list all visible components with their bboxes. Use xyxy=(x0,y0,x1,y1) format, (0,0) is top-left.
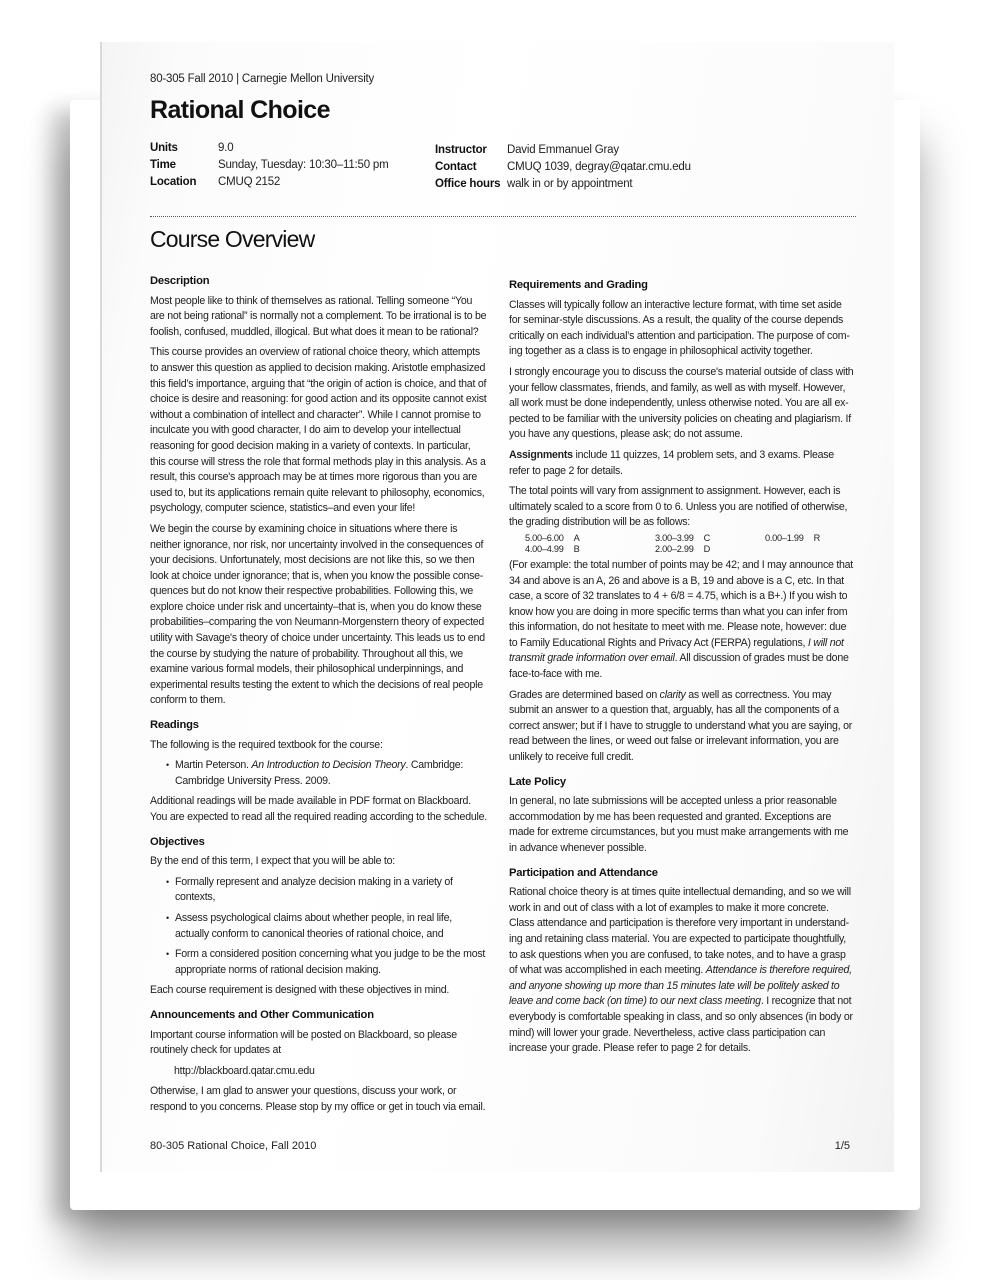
attendance-emphasis: Attendance is therefore required, and anyone showing up more than 15 minutes late will be politely asked to leave and come back (on time) to our next class meeting xyxy=(509,964,852,1008)
left-column xyxy=(150,274,488,1121)
objectives-intro: By the end of this term, I expect that you will be able to: xyxy=(150,855,395,868)
meta-key: Office hours xyxy=(435,178,501,190)
assignments-text: include 11 quizzes, 14 problem sets, and 3 exams. Please refer to page 2 for details. xyxy=(509,448,834,477)
meta-time xyxy=(150,159,388,175)
late-policy-heading: Late Policy xyxy=(509,775,566,788)
ferpa-emphasis: I will not transmit grade information over email xyxy=(509,636,844,665)
description-paragraph: Most people like to think of themselves as rational. Telling someone “You are not being rational” is normally not a complement. To be irrational is to be foolish, confused, muddled, illogical. But what does it mean to be rational? xyxy=(150,294,487,338)
grade-range: 4.00–4.99 xyxy=(525,543,564,554)
late-policy-paragraph: In general, no late submissions will be accepted unless a prior reasonable accommodation by me has been requested and granted. Exceptions are made for extreme circumstances, but you must make arrangements with me in advance whenever possible. xyxy=(509,795,849,854)
dotted-divider xyxy=(150,216,856,217)
objectives-list xyxy=(166,875,488,979)
requirements-heading: Requirements and Grading xyxy=(509,279,648,291)
objective-item: • Assess psychological claims about whether people, in real life, actually conform to canonical theories of rational choice, and xyxy=(166,911,488,942)
document-page xyxy=(100,42,894,1172)
meta-key: Time xyxy=(150,159,176,171)
grade-distribution xyxy=(525,533,855,555)
readings-intro: The following is the required textbook for the course: xyxy=(150,738,383,751)
readings-heading: Readings xyxy=(150,719,199,732)
grade-letter: B xyxy=(573,543,580,554)
clarity-paragraph xyxy=(509,688,855,766)
readings-list xyxy=(166,758,488,789)
grade-range: 2.00–2.99 xyxy=(655,543,694,554)
grade-range: 3.00–3.99 xyxy=(655,532,694,543)
meta-office-hours xyxy=(435,178,632,194)
meta-key: Location xyxy=(150,176,197,188)
grade-row xyxy=(525,544,655,555)
grading-example-paragraph xyxy=(509,558,855,683)
announcements-paragraph: Important course information will be posted on Blackboard, so please routinely check for updates at xyxy=(150,1028,457,1057)
requirements-paragraph: I strongly encourage you to discuss the course's material outside of class with your fellow classmates, friends, and family, as well as with myself. However, all work must be done independently, unless otherwise noted. You are all ex-pected to be familiar with the university policies on cheating and plagiarism. If you have any questions, please ask; do not assume. xyxy=(509,365,854,441)
text-run: Grades are determined based on xyxy=(509,688,660,701)
text-run: as well as correctness. You may submit an answer to a question that, arguably, has all the components of a correct answer; but if I have to struggle to understand what you are saying, or read between the lines, or weed out false or irrelevant information, you are unlikely to receive full credit. xyxy=(509,688,852,764)
description-heading: Description xyxy=(150,275,210,287)
page-number: 1/5 xyxy=(834,1140,850,1152)
text-run: . All discussion of grades must be done face-to-face with me. xyxy=(509,652,849,681)
grade-row xyxy=(525,533,655,544)
meta-units xyxy=(150,142,233,158)
objectives-outro: Each course requirement is designed with these objectives in mind. xyxy=(150,984,450,997)
text-run: (For example: the total number of points may be 42; and I may announce that 34 and above is an A, 26 and above is a B, 19 and above is a C, etc. In that case, a score of 32 translates to 4 + 6/8 = 4.75, which is a B+.) If you wish to know how you are doing in more specific terms than what you can infer from this information, do not hesitate to meet with me. Please note, however: due to Family Educational Rights and Privacy Act (FERPA) regulations, xyxy=(509,558,853,649)
book-publisher: . Cambridge: Cambridge University Press. 2009. xyxy=(175,759,464,787)
meta-value[interactable]: CMUQ 1039, degray@qatar.cmu.edu xyxy=(507,161,691,173)
grade-row xyxy=(655,533,765,544)
objectives-heading: Objectives xyxy=(150,835,205,848)
assignments-paragraph xyxy=(509,448,855,479)
grade-row xyxy=(765,533,865,544)
meta-value: 9.0 xyxy=(218,142,234,154)
text-run: Rational choice theory is at times quite intellectual demanding, and so we will work in and out of class with a lot of examples to make it more concrete. Class attendance and participation is therefore very important in understand-ing and retaining class material. You are expected to participate thoughtfully, to ask questions when you are confused, to take notes, and to have a grasp of what was accomplished in each meeting. xyxy=(509,886,851,977)
readings-additional: Additional readings will be made available in PDF format on Blackboard. You are expected to read all the required reading according to the schedule. xyxy=(150,795,487,823)
objective-item: • Formally represent and analyze decision making in a variety of contexts, xyxy=(166,875,488,906)
grade-letter: D xyxy=(703,543,711,554)
footer-course: 80-305 Rational Choice, Fall 2010 xyxy=(150,1140,317,1152)
grade-letter: A xyxy=(573,532,580,543)
announcements-heading: Announcements and Other Communication xyxy=(150,1008,374,1021)
right-column xyxy=(509,278,855,1062)
meta-instructor xyxy=(435,144,619,160)
assignments-label: Assignments xyxy=(509,448,573,461)
grade-letter: C xyxy=(703,532,711,543)
participation-heading: Participation and Attendance xyxy=(509,866,658,879)
participation-paragraph xyxy=(509,885,855,1057)
meta-value: Sunday, Tuesday: 10:30–11:50 pm xyxy=(218,159,389,171)
meta-value: walk in or by appointment xyxy=(507,178,633,190)
clarity-emphasis: clarity xyxy=(659,688,686,701)
text-run: . I recognize that not everybody is comfortable speaking in class, and so only absences (in body or mind) will lower your grade. Nevertheless, active class participation can increase your grade. Please refer to page 2 for details. xyxy=(509,995,853,1055)
meta-key: Instructor xyxy=(435,144,487,156)
scaling-paragraph: The total points will vary from assignment to assignment. However, each is ultimately scaled to a score from 0 to 6. Unless you are notified of otherwise, the grading distribution will be as follows: xyxy=(509,485,848,529)
book-title: An Introduction to Decision Theory xyxy=(251,759,406,772)
meta-location xyxy=(150,176,280,192)
requirements-paragraph: Classes will typically follow an interactive lecture format, with time set aside for seminar-style discussions. As a result, the quality of the course depends critically on each individual’s attention and participation. The purpose of com-ing together as a class is to engage in philosophical activity together. xyxy=(509,298,850,358)
meta-key: Units xyxy=(150,142,178,154)
meta-contact xyxy=(435,161,691,177)
course-title: Rational Choice xyxy=(150,96,330,124)
grade-range: 5.00–6.00 xyxy=(525,532,564,543)
grade-row xyxy=(655,544,765,555)
reading-item xyxy=(166,758,488,789)
grade-letter: R xyxy=(813,532,821,543)
meta-value: CMUQ 2152 xyxy=(218,176,281,188)
meta-key: Contact xyxy=(435,161,477,173)
meta-value: David Emmanuel Gray xyxy=(507,144,619,156)
announcements-paragraph: Otherwise, I am glad to answer your questions, discuss your work, or respond to you concerns. Please stop by my office or get in touch via email. xyxy=(150,1085,486,1113)
section-title: Course Overview xyxy=(150,226,315,252)
blackboard-link[interactable]: http://blackboard.qatar.cmu.edu xyxy=(174,1064,315,1077)
description-paragraph: We begin the course by examining choice in situations where there is neither ignorance, nor risk, nor uncertainty involved in the consequences of your decisions. Unfortunately, most decisions are not like this, so we then look at choice under ignorance; that is, when you know the possible conse-quences but do not know their respective probabilities. Following this, we explore choice under risk and uncertainty–that is, when you do know these probabilities–comparing the von Neumann-Morgenstern theory of expected utility with Savage's theory of choice under uncertainty. This leads us to end the course by studying the nature of probability. Throughout all this, we examine various formal models, their philosophical underpinnings, and experimental results testing the extent to which the decisions of real people conform to them. xyxy=(150,522,485,707)
description-paragraph: This course provides an overview of rational choice theory, which attempts to answer this question as applied to decision making. Aristotle emphasized this field’s importance, arguing that “the origin of action is choice, and that of choice is desire and reasoning: for good action and its opposite cannot exist without a combination of intellect and character”. While I cannot promise to inculcate you with good character, I do aim to develop your intellectual reasoning for good decision making in a variety of contexts. In particular, this course will stress the role that formal methods play in this analysis. As a result, this course's approach may be at times more rigorous than you are used to, but its applications remain quite relevant to philosophy, economics, psychology, computer science, statistics–and even your life! xyxy=(150,346,487,515)
book-author: Martin Peterson. xyxy=(175,759,252,772)
grade-range: 0.00–1.99 xyxy=(765,532,804,543)
course-kicker: 80-305 Fall 2010 | Carnegie Mellon University xyxy=(150,73,375,85)
objective-item: • Form a considered position concerning what you judge to be the most appropriate norms of rational decision making. xyxy=(166,947,488,978)
